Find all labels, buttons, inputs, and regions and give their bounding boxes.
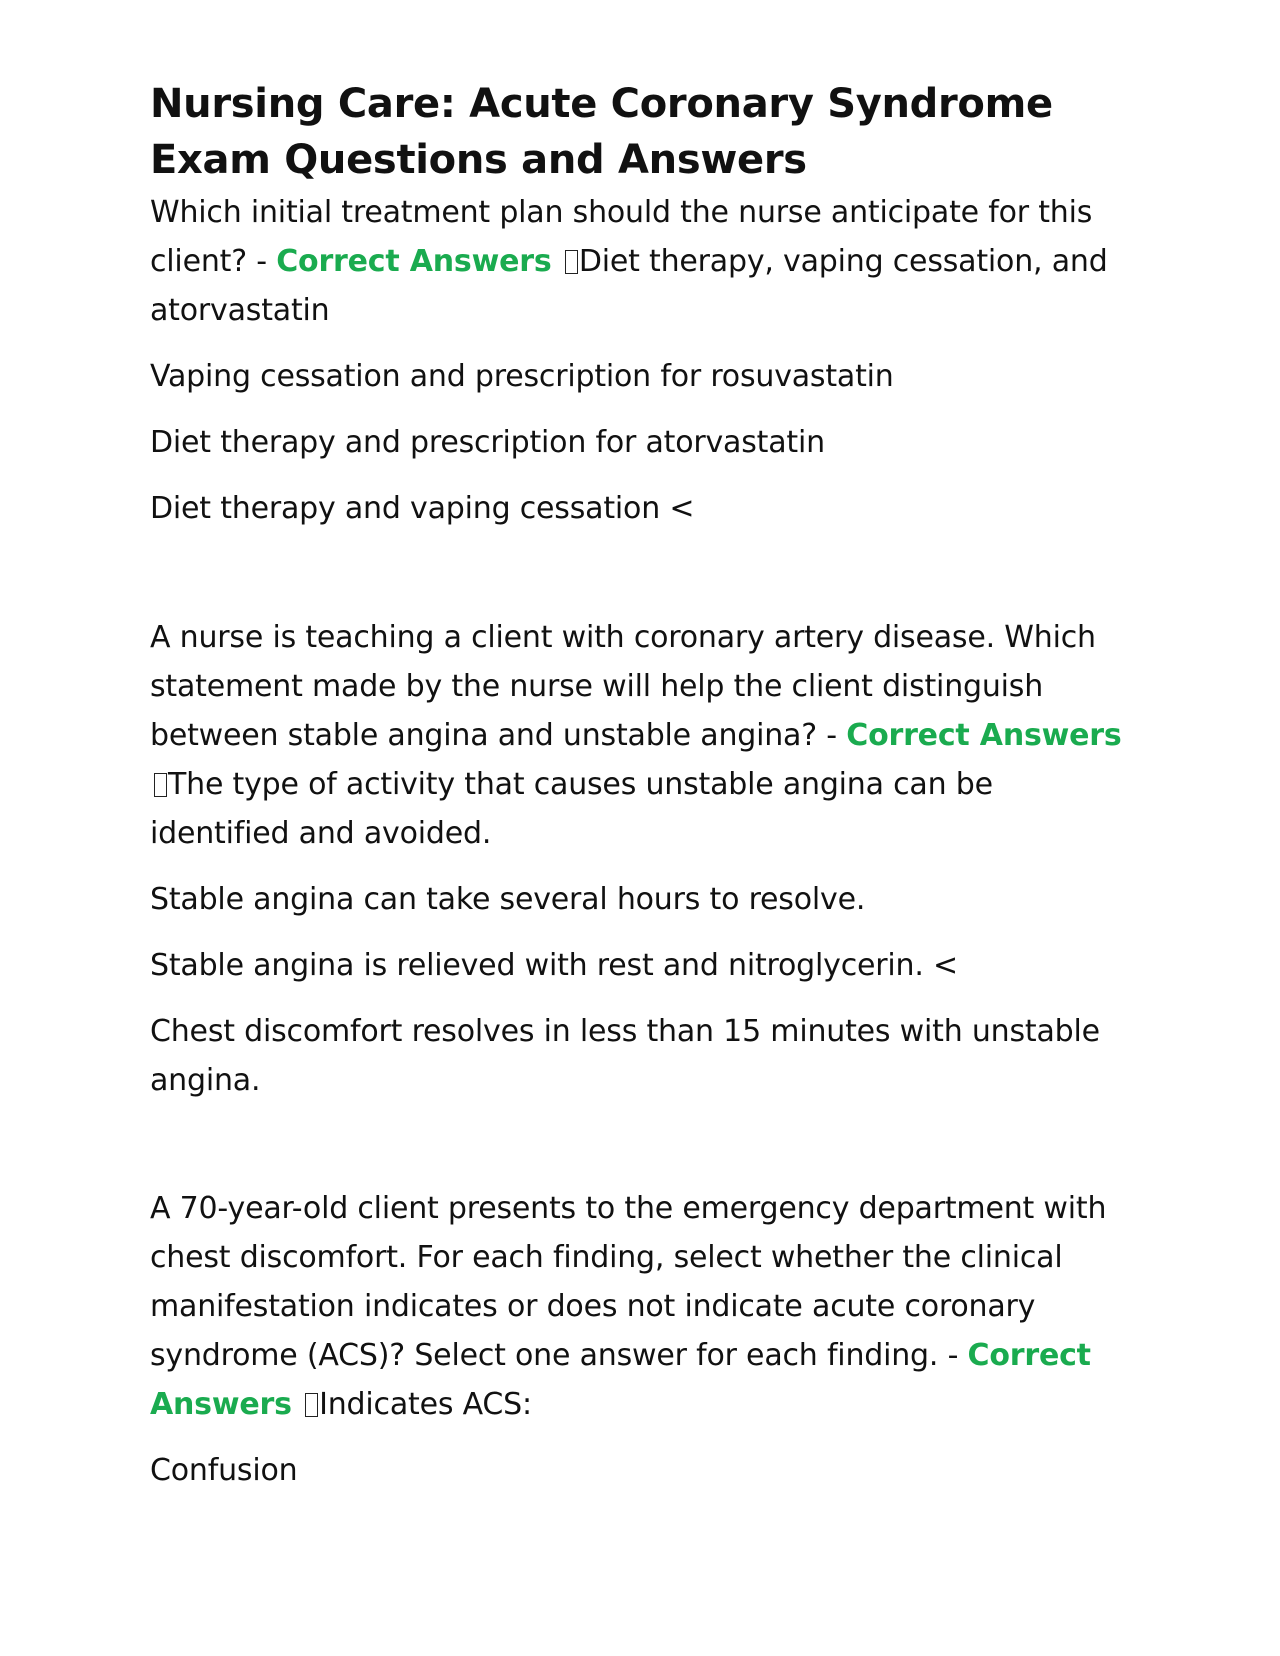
answer-text: Indicates ACS: [319, 1387, 532, 1422]
correct-answers-label: Correct Answers [150, 1338, 1091, 1422]
question-block-1 [150, 188, 1137, 533]
question-prompt: A nurse is teaching a client with coronary artery disease. Which statement made by the nurse will help the client distinguish between stable angina and unstable angina? - [150, 620, 1096, 753]
missing-glyph-icon [154, 773, 167, 797]
question-prompt: A 70-year-old client presents to the emergency department with chest discomfort. For each finding, select whether the clinical manifestation indicates or does not indicate acute coronary syndrome (ACS)? Select one answer for each finding. - [150, 1191, 1107, 1373]
question-text [150, 188, 1137, 335]
answer-option: Vaping cessation and prescription for rosuvastatin [150, 359, 894, 394]
answer-text: Diet therapy, vaping cessation, and atorvastatin [150, 244, 1108, 328]
spacer [150, 1105, 1137, 1184]
question-block-2 [150, 613, 1137, 1105]
answer-option: Diet therapy and prescription for atorvastatin [150, 425, 825, 460]
question-prompt: Which initial treatment plan should the nurse anticipate for this client? - [150, 195, 1093, 279]
missing-glyph-icon [305, 1393, 318, 1417]
question-text [150, 613, 1137, 858]
question-block-3 [150, 1184, 1137, 1495]
spacer [150, 533, 1137, 613]
answer-option: Stable angina can take several hours to resolve. [150, 882, 866, 917]
answer-option: Diet therapy and vaping cessation < [150, 491, 695, 526]
question-text [150, 1184, 1137, 1429]
answer-option: Confusion [150, 1453, 298, 1488]
answer-text: The type of activity that causes unstable angina can be identified and avoided. [150, 767, 993, 851]
document-title: Nursing Care: Acute Coronary Syndrome Exam Questions and Answers [150, 81, 1053, 183]
correct-answers-label: Correct Answers [276, 244, 552, 279]
answer-option: Stable angina is relieved with rest and nitroglycerin. < [150, 948, 958, 983]
correct-answers-label: Correct Answers [846, 718, 1122, 753]
missing-glyph-icon [565, 250, 578, 274]
answer-option: Chest discomfort resolves in less than 15 minutes with unstable angina. [150, 1014, 1100, 1098]
